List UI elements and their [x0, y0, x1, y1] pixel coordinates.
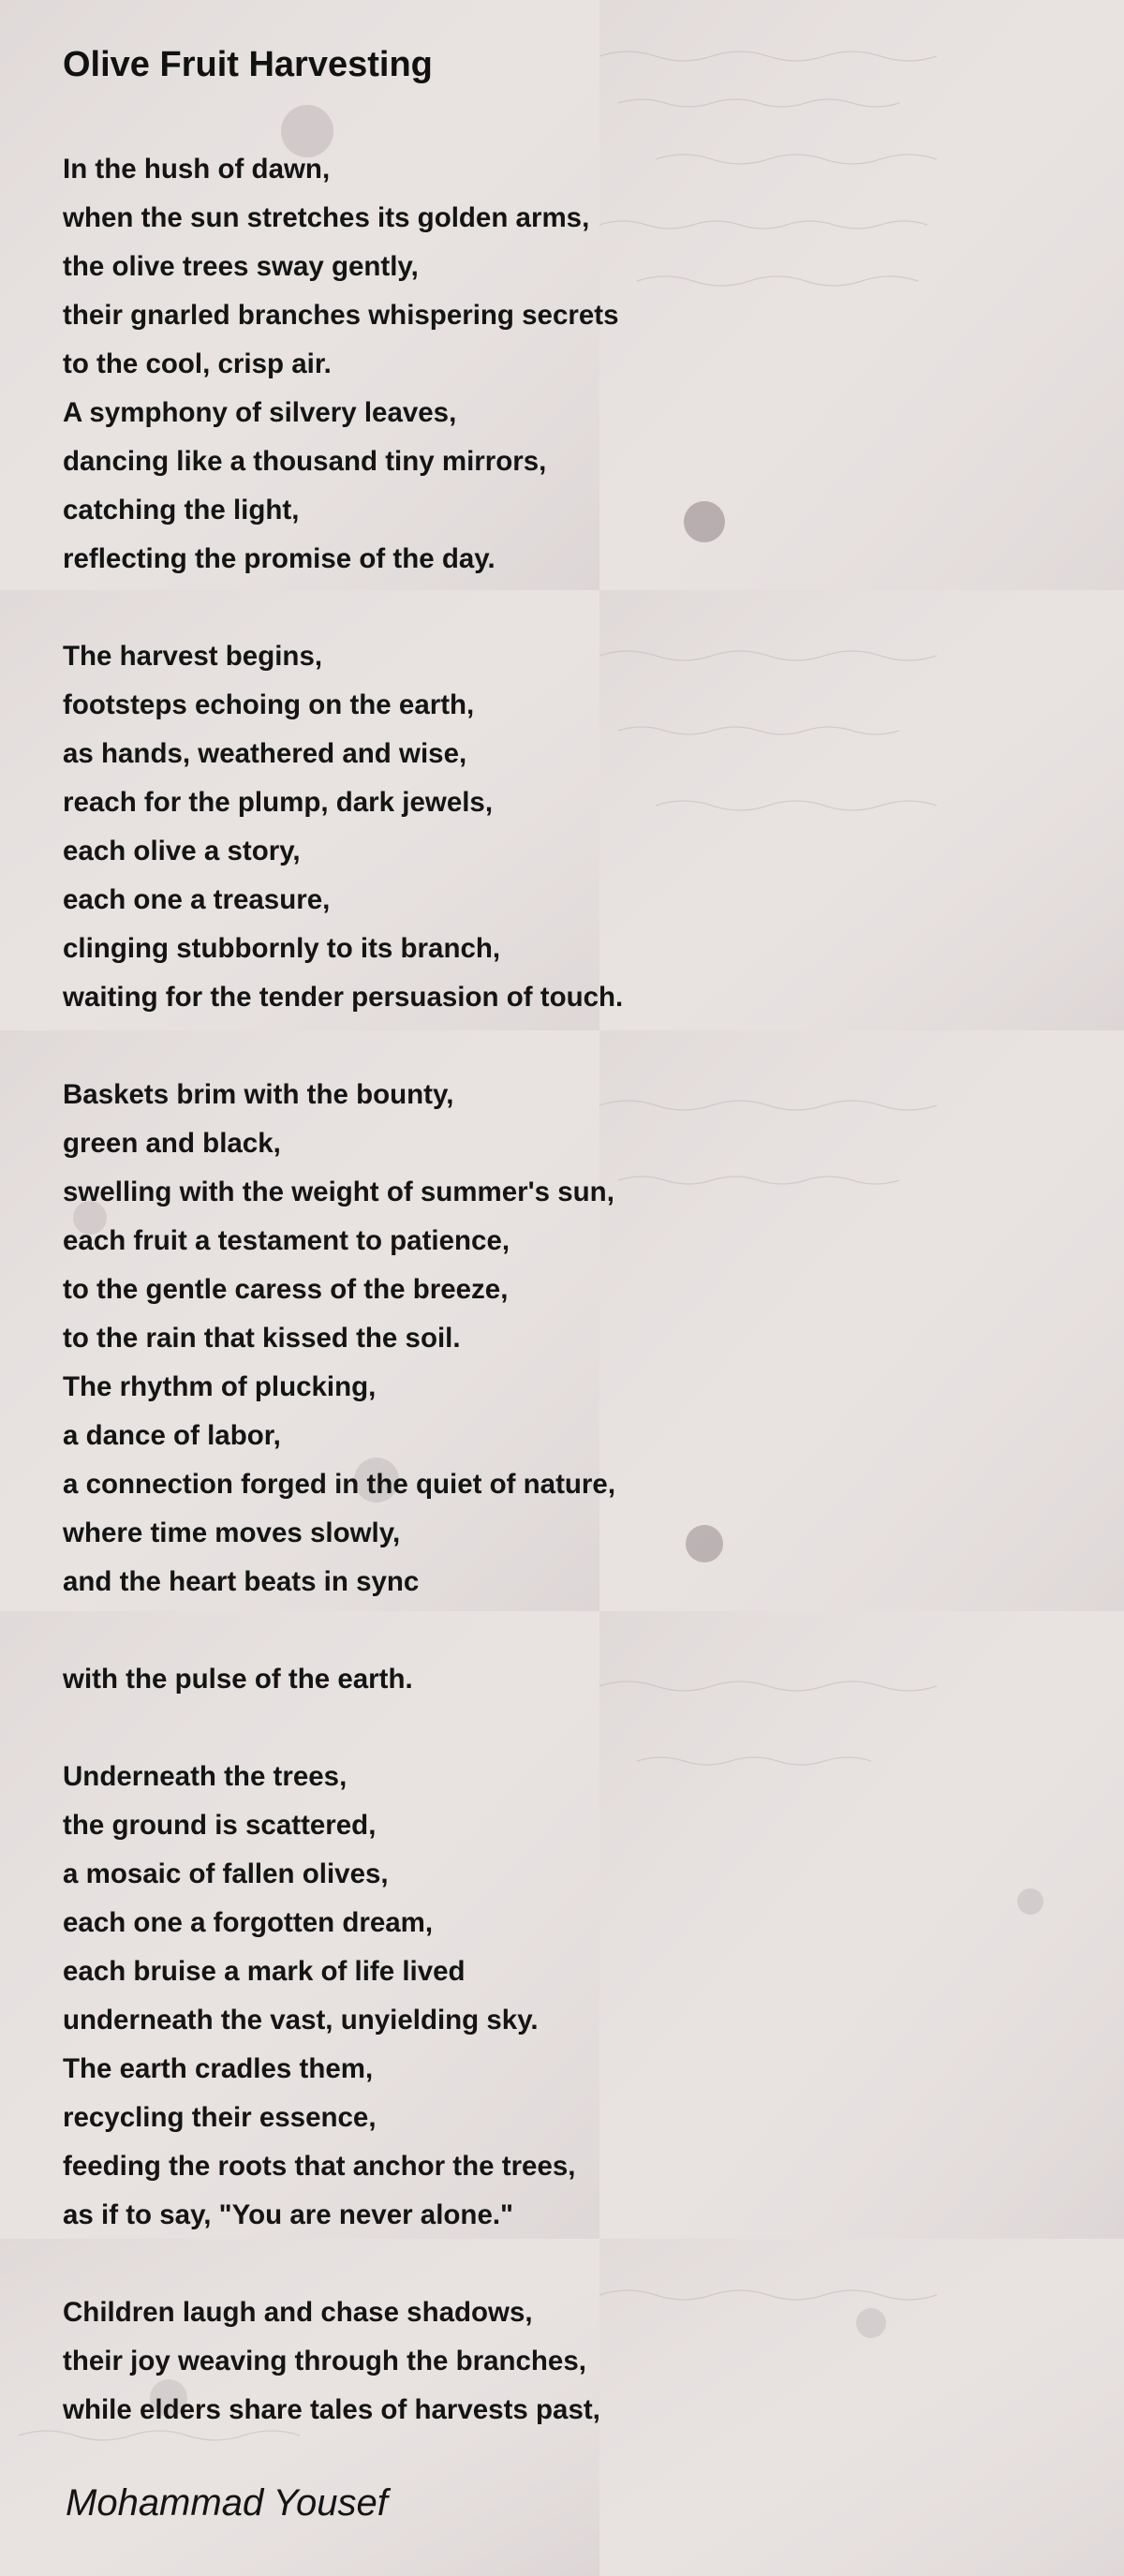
poem-line: waiting for the tender persuasion of touch. [63, 982, 624, 1013]
stanza-break [63, 584, 1074, 632]
poem-line: to the gentle caress of the breeze, [63, 1274, 509, 1305]
poem-line: each one a forgotten dream, [63, 1907, 434, 1938]
poem-line: each fruit a testament to patience, [63, 1225, 510, 1256]
poem-line: each olive a story, [63, 836, 301, 866]
poem-line: a dance of labor, [63, 1420, 281, 1451]
poem-line: In the hush of dawn, [63, 154, 331, 185]
poem-line: Baskets brim with the bounty, [63, 1079, 454, 1110]
poem-line: Underneath the trees, [63, 1761, 348, 1792]
poem-line: green and black, [63, 1128, 281, 1159]
poem-line: underneath the vast, unyielding sky. [63, 2005, 539, 2036]
stanza-break [63, 1704, 1074, 1753]
poem-line: the ground is scattered, [63, 1810, 377, 1841]
poem-line: The rhythm of plucking, [63, 1371, 377, 1402]
poem-line: when the sun stretches its golden arms, [63, 202, 590, 233]
poem-line: each bruise a mark of life lived [63, 1956, 466, 1987]
poem-line: reflecting the promise of the day. [63, 543, 495, 574]
poem-line: catching the light, [63, 495, 300, 526]
stanza-break [63, 2240, 1074, 2288]
poem-line: the olive trees sway gently, [63, 251, 419, 282]
poem-line: feeding the roots that anchor the trees, [63, 2151, 576, 2182]
poem-line: their joy weaving through the branches, [63, 2346, 586, 2376]
poem-line: as if to say, "You are never alone." [63, 2199, 514, 2230]
poem-line: A symphony of silvery leaves, [63, 397, 457, 428]
poem-body [63, 145, 1074, 2435]
poem-line: reach for the plump, dark jewels, [63, 787, 494, 818]
poem-line: clinging stubbornly to its branch, [63, 933, 501, 964]
poem-line: swelling with the weight of summer's sun, [63, 1177, 614, 1207]
stanza-break [63, 1606, 1074, 1655]
poem-line: where time moves slowly, [63, 1517, 401, 1548]
poem-line: to the cool, crisp air. [63, 348, 332, 379]
poem-line: and the heart beats in sync [63, 1566, 420, 1597]
poem-line: The earth cradles them, [63, 2053, 374, 2084]
poem-line: their gnarled branches whispering secrets [63, 300, 619, 331]
poem-line: a mosaic of fallen olives, [63, 1858, 389, 1889]
poem-line: while elders share tales of harvests past, [63, 2394, 600, 2425]
poem-line: as hands, weathered and wise, [63, 738, 467, 769]
poem-title: Olive Fruit Harvesting [63, 45, 433, 84]
poem-line: footsteps echoing on the earth, [63, 689, 475, 720]
poem-line: recycling their essence, [63, 2102, 377, 2133]
poem-author: Mohammad Yousef [66, 2482, 388, 2524]
poem-line: dancing like a thousand tiny mirrors, [63, 446, 547, 477]
poem-line: to the rain that kissed the soil. [63, 1323, 461, 1354]
poem-line: with the pulse of the earth. [63, 1664, 413, 1695]
poem-line: each one a treasure, [63, 884, 331, 915]
poem-line: Children laugh and chase shadows, [63, 2297, 533, 2328]
stanza-break [63, 1022, 1074, 1071]
poem-line: a connection forged in the quiet of nature, [63, 1469, 616, 1500]
poem-line: The harvest begins, [63, 641, 323, 672]
